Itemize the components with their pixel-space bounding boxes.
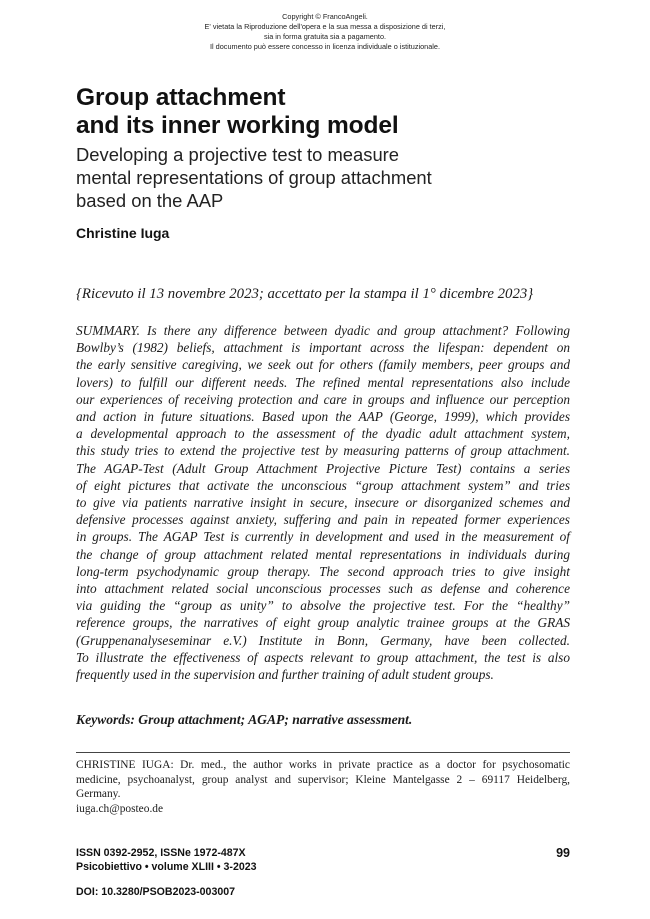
summary-line: lovers) to fulfill our different needs. The refined mental representations also include [76, 374, 570, 390]
summary-line: of eight pictures that activate the unconscious “group attachment system” and tries [76, 477, 570, 493]
summary-line: the change of group attachment related mental representations in individuals during [76, 546, 570, 562]
summary-line: reference groups, the narratives of eight group analytic trainee groups at the GRAS [76, 615, 570, 631]
subtitle-line: mental representations of group attachment [76, 167, 432, 188]
summary-line: To illustrate the effectiveness of aspects relevant to group attachment, the test is also [76, 649, 570, 665]
summary-line: frequently used in the supervision and further training of adult student groups. [76, 667, 494, 683]
subtitle-line: based on the AAP [76, 190, 224, 211]
summary-line: the early sensitive caregiving, we seek out for others (family members, peer groups and [76, 357, 570, 373]
summary-line: and action in future situations. Based upon the AAP (George, 1999), which provides [76, 409, 570, 425]
summary-line: (Gruppenanalyseseminar e.V.) Institute in Bonn, Germany, have been collected. [76, 632, 570, 648]
title-line: Group attachment [76, 84, 286, 111]
doi: DOI: 10.3280/PSOB2023-003007 [76, 886, 236, 898]
summary-line: SUMMARY. Is there any difference between dyadic and group attachment? Following [76, 323, 570, 338]
summary-line: Bowlby’s (1982) beliefs, attachment is important across the lifespan: dependent on [76, 340, 570, 356]
author-name: Christine Iuga [76, 225, 170, 241]
copyright-line: Il documento può essere concesso in licenza individuale o istituzionale. [210, 42, 440, 51]
journal-footer [76, 846, 257, 874]
footnote-divider [76, 752, 570, 753]
received-date: {Ricevuto il 13 novembre 2023; accettato per la stampa il 1° dicembre 2023} [76, 286, 534, 302]
keywords: Keywords: Group attachment; AGAP; narrative assessment. [76, 712, 413, 727]
affiliation-line: Germany. [76, 788, 121, 801]
copyright-line: sia in forma gratuita sia a pagamento. [263, 32, 387, 41]
summary-line: to give via patients narrative insight in secure, insecure or disorganized schemes and [76, 495, 570, 511]
title-line: and its inner working model [76, 112, 399, 139]
author-email: iuga.ch@posteo.de [76, 802, 164, 815]
summary-line: this study tries to extend the projective test by measuring patterns of group attachment. [76, 443, 570, 459]
copyright-line: Copyright © FrancoAngeli. [282, 12, 368, 21]
page-number: 99 [556, 846, 570, 860]
article-title [76, 84, 596, 140]
journal-issue: Psicobiettivo • volume XLIII • 3-2023 [76, 861, 257, 873]
summary-line: into attachment related social unconscious processes such as defense and coherence [76, 581, 570, 597]
summary-abstract [76, 322, 570, 683]
summary-line: in groups. The AGAP Test is currently in development and used in the measurement of [76, 529, 570, 545]
summary-line: defensive processes against anxiety, suffering and pain in repeated former experiences [76, 512, 570, 528]
affiliation-line: medicine, psychoanalyst, group analyst and supervisor; Kleine Mantelgasse 2 – 69117 Heidelberg, [76, 773, 570, 786]
summary-line: long-term psychodynamic group therapy. The second approach tries to give insight [76, 563, 570, 579]
article-subtitle [76, 143, 596, 212]
subtitle-line: Developing a projective test to measure [76, 144, 400, 165]
summary-line: a developmental approach to the assessment of the dyadic adult attachment system, [76, 426, 570, 442]
author-affiliation [76, 758, 570, 816]
copyright-line: E' vietata la Riproduzione dell'opera e la sua messa a disposizione di terzi, [204, 22, 446, 31]
summary-line: via guiding the “group as unity” to absolve the projective test. For the “healthy” [76, 598, 570, 614]
summary-line: The AGAP-Test (Adult Group Attachment Projective Picture Test) contains a series [76, 460, 570, 476]
summary-line: our experiences of receiving protection and care in groups and influence our perception [76, 391, 570, 407]
issn: ISSN 0392-2952, ISSNe 1972-487X [76, 847, 246, 859]
copyright-notice [0, 12, 650, 52]
affiliation-line: CHRISTINE IUGA: Dr. med., the author works in private practice as a doctor for psychosomatic [76, 759, 570, 771]
